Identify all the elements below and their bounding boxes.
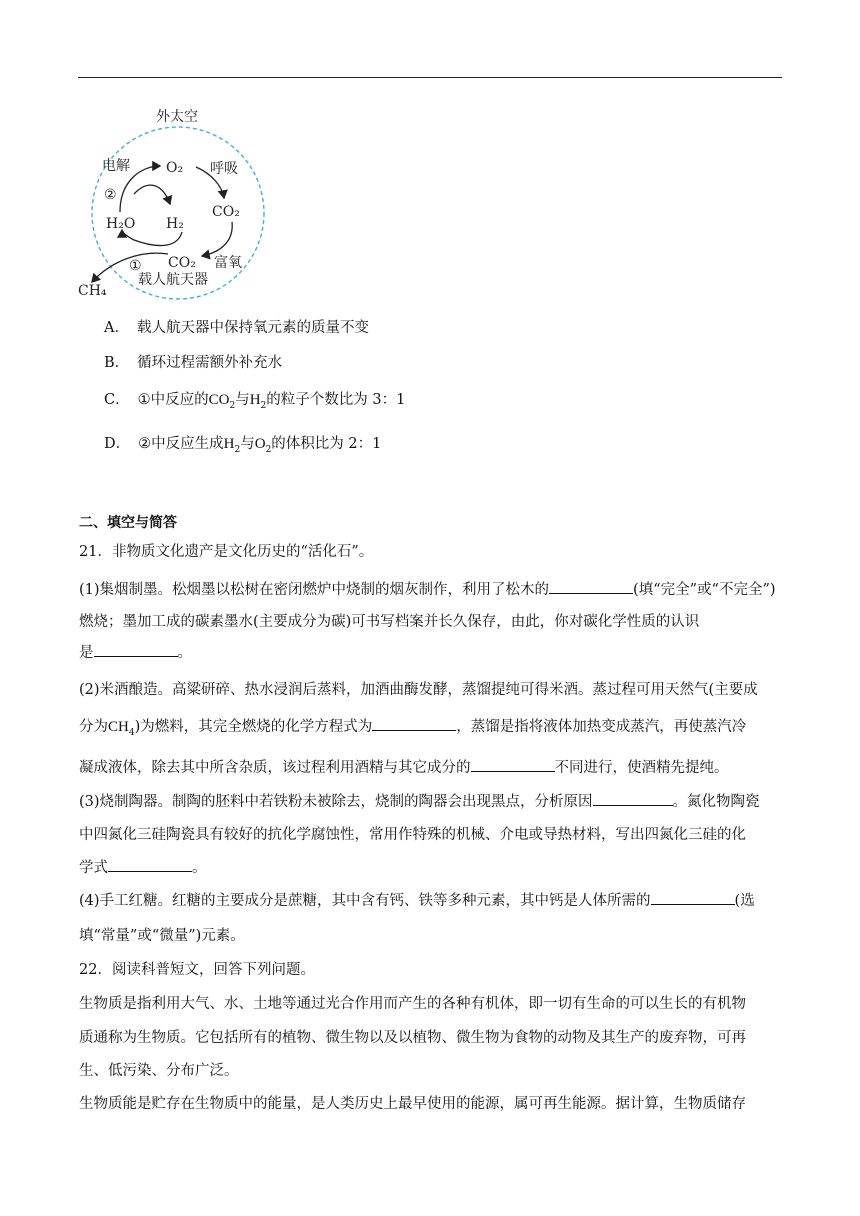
option-b-text: 循环过程需额外补充水 xyxy=(137,355,283,371)
electrolysis-label: 电解 xyxy=(102,158,130,174)
q21-p1-line2: 燃烧；墨加工成的碳素墨水(主要成分为碳)可书写档案并长久保存，由此，你对碳化学性质的认识 xyxy=(79,614,700,630)
q21-p1a-pre: (1)集烟制墨。松烟墨以松树在密闭燃炉中烧制的烟灰制作，利用了松木的 xyxy=(79,582,550,598)
option-d[interactable] xyxy=(104,432,381,455)
q21-p4a-post: (选 xyxy=(734,893,755,909)
q21-p2b-post: ，蒸馏是指将液体加热变成蒸汽，再使蒸汽冷 xyxy=(456,719,747,735)
q21-p1c-post: 。 xyxy=(177,645,192,661)
co2-top-label: CO₂ xyxy=(212,204,240,220)
option-c-mid: 与 xyxy=(235,392,250,408)
ch4-formula: CH xyxy=(108,719,129,735)
option-c-sub-1: 2 xyxy=(229,400,236,411)
q21-p3a-post: 。氮化物陶瓷 xyxy=(672,794,760,810)
answer-blank-5[interactable] xyxy=(593,790,673,806)
option-c-pre: ①中反应的 xyxy=(137,392,209,408)
h2o-label: H₂O xyxy=(106,216,136,232)
q21-intro: 21．非物质文化遗产是文化历史的“活化石”。 xyxy=(79,544,374,560)
option-b[interactable] xyxy=(104,351,282,372)
option-d-post: 的体积比为 2：1 xyxy=(271,436,382,452)
co2-bottom-label: CO₂ xyxy=(168,255,196,271)
answer-blank-2[interactable] xyxy=(94,641,178,657)
cycle-diagram-svg xyxy=(72,100,282,300)
ch4-subscript: 4 xyxy=(128,727,135,738)
q22-p2-line1: 生物质能是贮存在生物质中的能量，是人类历史上最早使用的能源，属可再生能源。据计算，生物质储存 xyxy=(79,1096,746,1112)
q21-p4-line2: 填“常量”或“微量”)元素。 xyxy=(79,928,245,944)
q21-p3-line3 xyxy=(79,856,207,877)
q22-p1-line1: 生物质是指利用大气、水、土地等通过光合作用而产生的各种有机体，即一切有生命的可以生长的有机物 xyxy=(79,996,746,1012)
q21-p4-line1 xyxy=(79,889,755,910)
option-c-post: 的粒子个数比为 3：1 xyxy=(266,392,406,408)
q22-p1-line2: 质通称为生物质。它包括所有的植物、微生物以及以植物、微生物为食物的动物及其生产的废弃物，可再 xyxy=(79,1030,746,1046)
q21-p3c-pre: 学式 xyxy=(79,860,108,876)
q21-p2b-mid: )为燃料，其完全燃烧的化学方程式为 xyxy=(134,719,373,735)
option-b-key: B． xyxy=(104,355,130,371)
q21-p1a-post: (填“完全”或“不完全”) xyxy=(633,582,776,598)
option-c-key: C． xyxy=(104,392,130,408)
q21-p3c-post: 。 xyxy=(192,860,207,876)
option-c-sub-2: 2 xyxy=(260,400,267,411)
oxygen-rich-label: 富氧 xyxy=(214,255,242,271)
q21-p3a-pre: (3)烧制陶器。制陶的胚料中若铁粉未被除去，烧制的陶器会出现黑点，分析原因 xyxy=(79,794,593,810)
h2-label: H₂ xyxy=(166,216,184,232)
q21-p1-line1 xyxy=(79,578,776,599)
q21-p1c-pre: 是 xyxy=(79,645,94,661)
q21-p2c-pre: 凝成液体，除去其中所含杂质，该过程利用酒精与其它成分的 xyxy=(79,760,471,776)
ch4-label: CH₄ xyxy=(78,283,107,299)
q21-p3-line2: 中四氮化三硅陶瓷具有较好的抗化学腐蚀性，常用作特殊的机械、介电或导热材料，写出四氮化三硅的化 xyxy=(79,827,746,843)
option-d-sub-1: 2 xyxy=(234,444,241,455)
answer-blank-7[interactable] xyxy=(651,889,735,905)
q21-p2-line1: (2)米酒酿造。高粱研碎、热水浸润后蒸料，加酒曲酶发酵，蒸馏提纯可得米酒。蒸过程可用天然气(主要成 xyxy=(79,682,758,698)
q22-intro: 22．阅读科普短文，回答下列问题。 xyxy=(79,962,315,978)
q21-p1-line3 xyxy=(79,641,192,662)
answer-blank-3[interactable] xyxy=(372,715,456,731)
q21-p2-line2 xyxy=(79,715,746,738)
section-title: 二、填空与简答 xyxy=(79,515,177,531)
q21-p2c-post: 不同进行，使酒精先提纯。 xyxy=(554,760,729,776)
option-d-formula-1: H xyxy=(223,436,235,452)
answer-blank-1[interactable] xyxy=(549,578,633,594)
option-d-key: D． xyxy=(104,436,131,452)
step2-label: ② xyxy=(104,187,117,203)
option-a[interactable] xyxy=(104,316,369,337)
option-d-sub-2: 2 xyxy=(265,444,272,455)
arrow-to-h2 xyxy=(134,185,170,204)
option-d-mid: 与 xyxy=(240,436,255,452)
spacecraft-label: 载人航天器 xyxy=(138,272,208,288)
arrow-to-h2o xyxy=(122,230,182,246)
step1-label: ① xyxy=(129,258,142,274)
respiration-label: 呼吸 xyxy=(210,161,238,177)
answer-blank-6[interactable] xyxy=(108,856,192,872)
outer-space-label: 外太空 xyxy=(156,109,198,125)
option-c[interactable] xyxy=(104,388,405,411)
q21-p2b-pre: 分为 xyxy=(79,719,108,735)
q21-p2-line3 xyxy=(79,756,729,777)
option-a-text: 载人航天器中保持氧元素的质量不变 xyxy=(136,320,369,336)
option-d-formula-2: O xyxy=(254,436,266,452)
q21-p4a-pre: (4)手工红糖。红糖的主要成分是蔗糖，其中含有钙、铁等多种元素，其中钙是人体所需的 xyxy=(79,893,651,909)
q21-p3-line1 xyxy=(79,790,760,811)
option-d-pre: ②中反应生成 xyxy=(138,436,224,452)
option-c-formula-1: CO xyxy=(208,392,230,408)
answer-blank-4[interactable] xyxy=(471,756,555,772)
q22-p1-line3: 生、低污染、分布广泛。 xyxy=(79,1063,239,1079)
cycle-diagram xyxy=(72,100,282,300)
option-c-formula-2: H xyxy=(249,392,261,408)
option-a-key: A． xyxy=(104,320,129,336)
o2-label: O₂ xyxy=(166,160,184,176)
arrow-co2-down xyxy=(202,222,232,256)
header-rule xyxy=(78,77,782,78)
